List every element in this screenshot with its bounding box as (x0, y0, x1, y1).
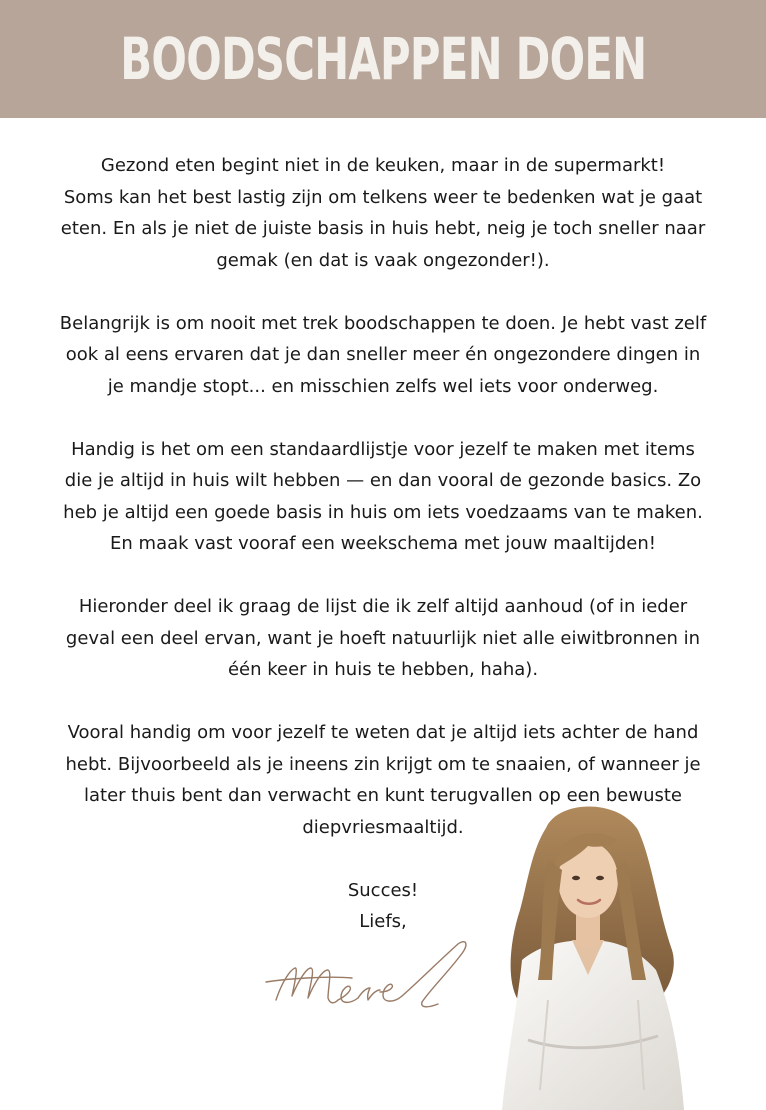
page-header (0, 0, 766, 118)
text-line: gemak (en dat is vaak ongezonder!). (216, 249, 550, 271)
text-line: later thuis bent dan verwacht en kunt terugvallen op een bewuste (84, 785, 682, 806)
text-line: En maak vast vooraf een weekschema met jouw maaltijden! (110, 533, 656, 554)
text-line: je mandje stopt... en misschien zelfs wel iets voor onderweg. (107, 375, 659, 397)
text-line: Vooral handig om voor jezelf te weten dat je altijd iets achter de hand (67, 722, 699, 743)
text-line: ook al eens ervaren dat je dan sneller meer én ongezondere dingen in (65, 344, 701, 365)
text-line: Soms kan het best lastig zijn om telkens weer te bedenken wat je gaat (63, 186, 703, 208)
paragraph-intro (40, 150, 726, 276)
text-line: Hieronder deel ik graag de lijst die ik zelf altijd aanhoud (of in ieder (78, 596, 688, 617)
text-line: Handig is het om een standaardlijstje voor jezelf te maken met items (71, 438, 695, 460)
text-line: die je altijd in huis wilt hebben — en dan vooral de gezonde basics. Zo (64, 470, 702, 491)
closing-line: Succes! (347, 879, 419, 901)
text-line: Belangrijk is om nooit met trek boodschappen te doen. Je hebt vast zelf (59, 312, 707, 334)
signature-merel (262, 930, 482, 1030)
portrait-photo (488, 800, 688, 1110)
paragraph-share (40, 591, 726, 686)
page-title: BOODSCHAPPEN DOEN (119, 25, 647, 93)
text-line: diepvriesmaaltijd. (302, 816, 464, 838)
text-line: heb je altijd een goede basis in huis om iets voedzaams van te maken. (63, 501, 703, 523)
text-line: geval een deel ervan, want je hoeft natuurlijk niet alle eiwitbronnen in (65, 627, 701, 649)
text-line: eten. En als je niet de juiste basis in huis hebt, neig je toch sneller naar (60, 218, 706, 239)
paragraph-list (40, 434, 726, 560)
text-line: hebt. Bijvoorbeeld als je ineens zin krijgt om te snaaien, of wanneer je (65, 753, 701, 775)
paragraph-hunger (40, 308, 726, 403)
text-line: Gezond eten begint niet in de keuken, maar in de supermarkt! (100, 155, 666, 176)
text-line: één keer in huis te hebben, haha). (227, 659, 539, 680)
closing-line: Liefs, (359, 911, 407, 932)
